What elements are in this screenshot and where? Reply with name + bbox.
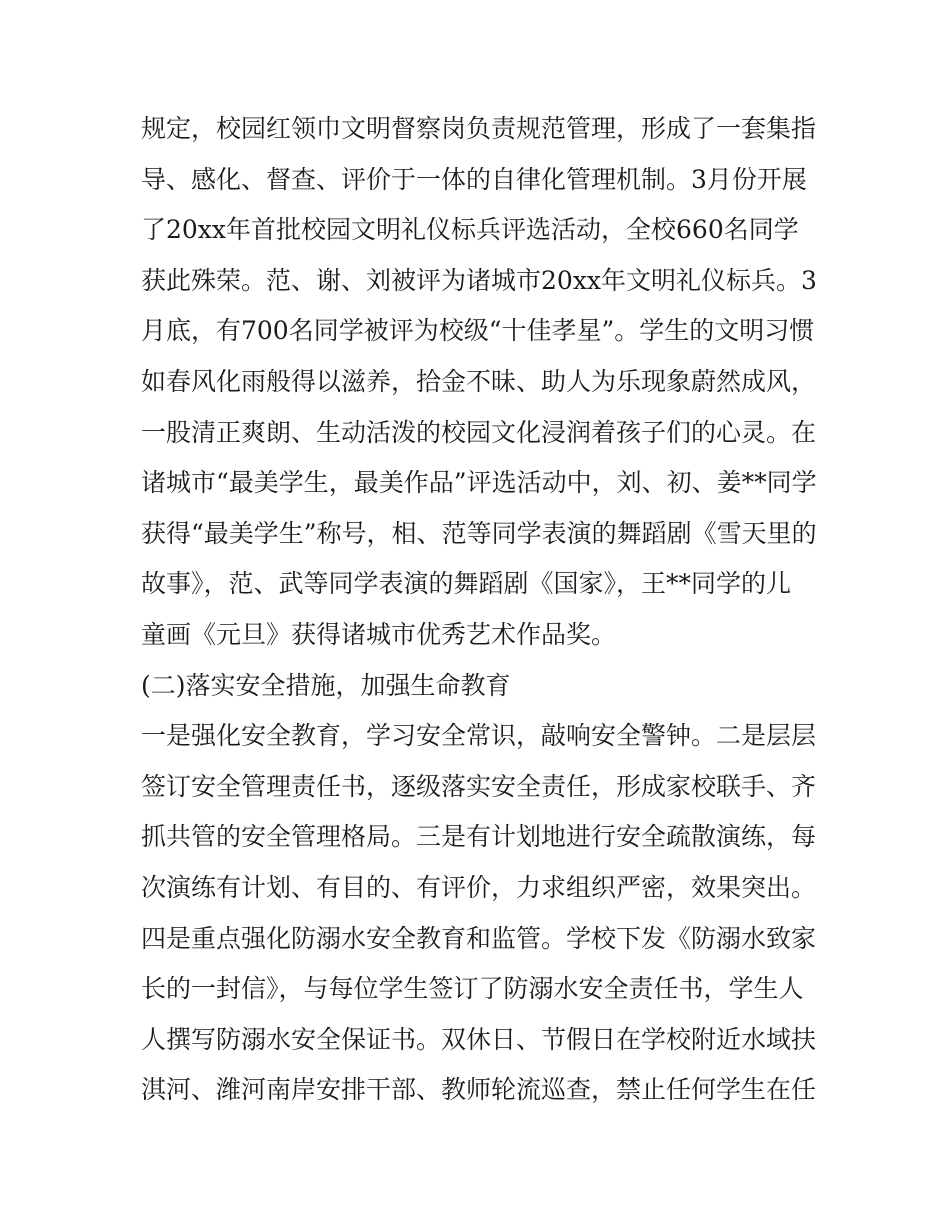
text-line: 故事》，范、武等同学表演的舞蹈剧《国家》，王**同学的儿 — [141, 569, 792, 599]
text-line: 如春风化雨般得以滋养，拾金不昧、助人为乐现象蔚然成风， — [141, 366, 817, 396]
text-line: 规定，校园红领巾文明督察岗负责规范管理，形成了一套集指 — [141, 114, 817, 143]
text-line: 诸城市“最美学生，最美作品”评选活动中，刘、初、姜**同学 — [141, 468, 817, 498]
document-body-text — [141, 104, 821, 1116]
text-line: 长的一封信》，与每位学生签订了防溺水安全责任书，学生人 — [141, 974, 804, 1004]
text-line: 抓共管的安全管理格局。三是有计划地进行安全疏散演练，每 — [141, 822, 817, 852]
text-line: 一是强化安全教育，学习安全常识，敲响安全警钟。二是层层 — [141, 721, 817, 751]
text-line: 一股清正爽朗、生动活泼的校园文化浸润着孩子们的心灵。在 — [141, 417, 817, 447]
text-line: 四是重点强化防溺水安全教育和监管。学校下发《防溺水致家 — [141, 923, 817, 953]
section-heading: (二)落实安全措施，加强生命教育 — [141, 670, 511, 700]
text-line: 签订安全管理责任书，逐级落实安全责任，形成家校联手、齐 — [141, 771, 817, 801]
text-line: 月底，有700名同学被评为校级“十佳孝星”。学生的文明习惯 — [141, 316, 815, 346]
text-line: 童画《元旦》获得诸城市优秀艺术作品奖。 — [141, 619, 617, 649]
text-line: 获得“最美学生”称号，相、范等同学表演的舞蹈剧《雪天里的 — [141, 518, 817, 548]
text-line: 导、感化、督查、评价于一体的自律化管理机制。3月份开展 — [141, 164, 807, 194]
text-line: 次演练有计划、有目的、有评价，力求组织严密，效果突出。 — [141, 872, 817, 902]
text-line: 获此殊荣。范、谢、刘被评为诸城市20xx年文明礼仪标兵。3 — [141, 265, 817, 295]
text-line: 了20xx年首批校园文明礼仪标兵评选活动，全校660名同学 — [141, 215, 799, 245]
text-line: 人撰写防溺水安全保证书。双休日、节假日在学校附近水域扶 — [141, 1024, 817, 1054]
text-line: 淇河、潍河南岸安排干部、教师轮流巡查，禁止任何学生在任 — [141, 1075, 817, 1105]
